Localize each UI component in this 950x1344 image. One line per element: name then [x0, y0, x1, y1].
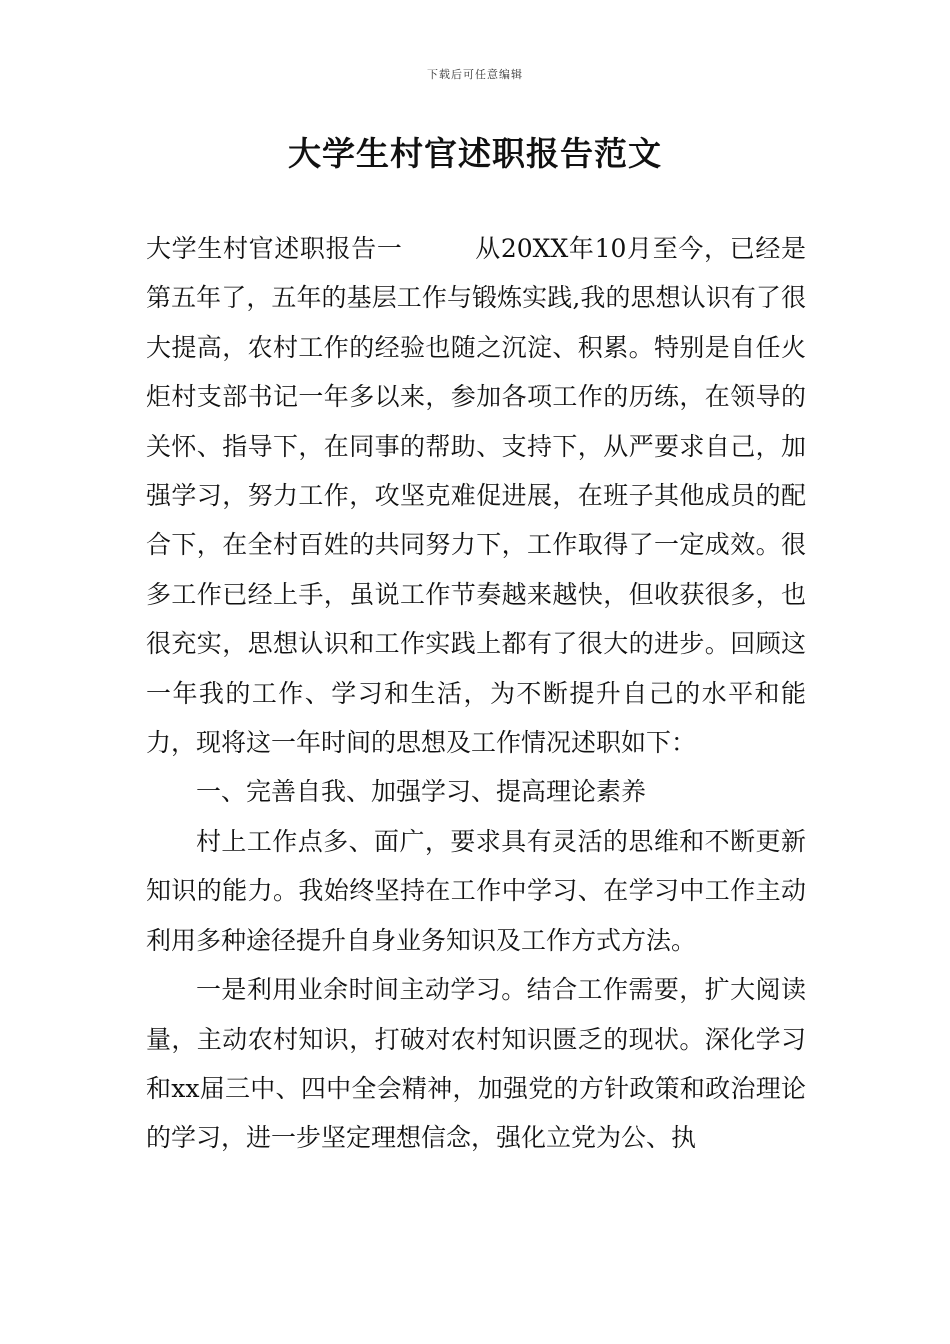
header-note: 下载后可任意编辑	[427, 68, 523, 81]
body-paragraph-2: 一是利用业余时间主动学习。结合工作需要，扩大阅读量，主动农村知识，打破对农村知识匮乏的现状。深化学习和xx届三中、四中全会精神，加强党的方针政策和政治理论的学习，进一步坚定理想信念，强化立党为公、执	[146, 975, 806, 1153]
document-body	[146, 224, 806, 1163]
intro-text: 从20XX年10月至今，已经是第五年了，五年的基层工作与锻炼实践,我的思想认识有了很大提高，农村工作的经验也随之沉淀、积累。特别是自任火炬村支部书记一年多以来，参加各项工作的历练，在领导的关怀、指导下，在同事的帮助、支持下，从严要求自己，加强学习，努力工作，攻坚克难促进展，在班子其他成员的配合下，在全村百姓的共同努力下，工作取得了一定成效。很多工作已经上手，虽说工作节奏越来越快，但收获很多，也很充实，思想认识和工作实践上都有了很大的进步。回顾这一年我的工作、学习和生活，为不断提升自己的水平和能力，现将这一年时间的思想及工作情况述职如下：	[146, 234, 806, 758]
intro-label: 大学生村官述职报告一	[146, 234, 403, 263]
document-title: 大学生村官述职报告范文	[288, 134, 662, 173]
intro-paragraph	[146, 224, 806, 767]
section-heading-1: 一、完善自我、加强学习、提高理论素养	[196, 777, 647, 807]
body-paragraph-1: 村上工作点多、面广，要求具有灵活的思维和不断更新知识的能力。我始终坚持在工作中学习、在学习中工作主动利用多种途径提升自身业务知识及工作方式方法。	[146, 826, 806, 955]
